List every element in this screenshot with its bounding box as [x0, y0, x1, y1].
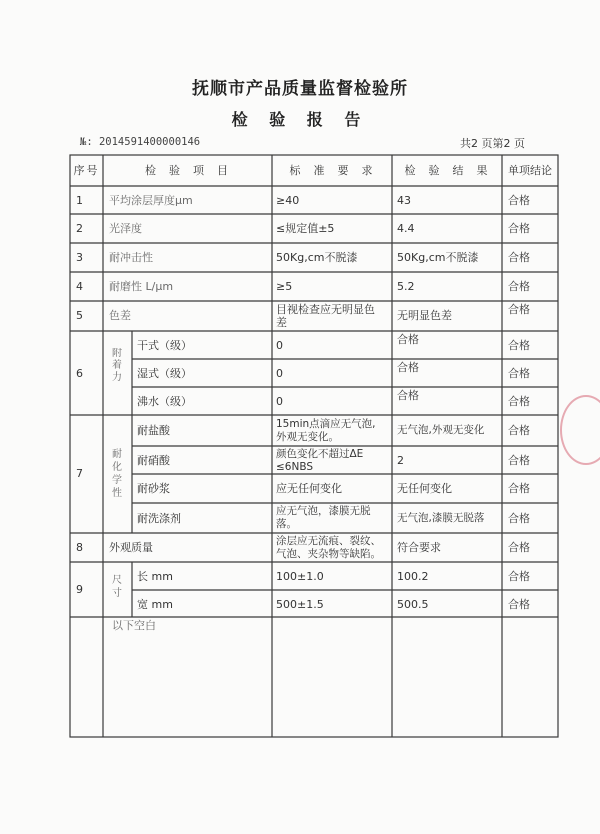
table-group-7-row-3-conclusion: 合格 [508, 482, 530, 495]
table-row-2-item: 光泽度 [109, 222, 142, 235]
table-group-6-row-2-requirement: 0 [276, 367, 283, 380]
table-row-5-conclusion: 合格 [508, 303, 530, 316]
table-row-5-item: 色差 [109, 309, 131, 322]
table-row-1-requirement: ≥40 [276, 194, 300, 207]
table-group-6-row-1-requirement: 0 [276, 339, 283, 352]
table-group-7-row-4-requirement: 应无气泡，漆膜无脱 落。 [276, 505, 371, 530]
table-group-7-row-3-item: 耐砂浆 [137, 482, 170, 495]
table-group-7-row-3-requirement: 应无任何变化 [276, 482, 342, 495]
table-row-4-seq: 4 [76, 280, 83, 293]
column-header-requirement: 标 准 要 求 [289, 164, 375, 177]
table-row-3-conclusion: 合格 [508, 251, 530, 264]
table-group-7-row-4-conclusion: 合格 [508, 512, 530, 525]
table-row-1-item: 平均涂层厚度μm [109, 194, 193, 207]
table-group-7-row-1-result: 无气泡,外观无变化 [397, 424, 485, 436]
table-group-6-row-1-conclusion: 合格 [508, 339, 530, 352]
table-group-7-row-1-item: 耐盐酸 [137, 424, 170, 437]
table-group-6-row-1-item: 干式（级） [137, 339, 192, 352]
table-row-8-conclusion: 合格 [508, 541, 530, 554]
table-group-6-row-3-result: 合格 [397, 389, 419, 402]
table-group-6-row-1-result: 合格 [397, 333, 419, 346]
column-header-seq: 序号 [73, 164, 100, 177]
table-group-6-seq: 6 [76, 367, 83, 380]
table-row-8-seq: 8 [76, 541, 83, 554]
table-row-4-result: 5.2 [397, 280, 415, 293]
table-group-9-row-2-result: 500.5 [397, 598, 429, 611]
table-group-7-row-4-item: 耐洗涤剂 [137, 512, 181, 525]
table-group-7-row-2-result: 2 [397, 454, 404, 467]
column-header-result: 检 验 结 果 [404, 164, 490, 177]
table-row-2-requirement: ≤规定值±5 [276, 222, 335, 235]
column-header-item: 检 验 项 目 [145, 164, 230, 177]
table-row-2-result: 4.4 [397, 222, 415, 235]
table-row-1-conclusion: 合格 [508, 194, 530, 207]
table-row-4-item: 耐磨性 L/μm [109, 280, 174, 293]
table-group-7-seq: 7 [76, 467, 83, 480]
table-row-2-conclusion: 合格 [508, 222, 530, 235]
table-group-7-row-2-requirement: 颜色变化不超过ΔE ≤6NBS [276, 448, 364, 473]
table-row-3-seq: 3 [76, 251, 83, 264]
table-group-7-row-1-conclusion: 合格 [508, 424, 530, 437]
table-group-9-seq: 9 [76, 583, 83, 596]
table-group-6-row-2-item: 湿式（级） [137, 367, 192, 380]
table-group-7-row-1-requirement: 15min点滴应无气泡, 外观无变化。 [276, 418, 376, 443]
table-group-7-row-3-result: 无任何变化 [397, 482, 452, 495]
table-row-5-requirement: 目视检查应无明显色 差 [276, 303, 375, 329]
report-title: 检 验 报 告 [231, 110, 369, 129]
table-row-3-item: 耐冲击性 [109, 251, 153, 264]
table-group-9-label: 尺 寸 [112, 575, 122, 599]
table-group-9-row-1-requirement: 100±1.0 [276, 570, 324, 583]
table-row-3-requirement: 50Kg,cm不脱漆 [276, 251, 358, 264]
table-group-6-row-3-requirement: 0 [276, 395, 283, 408]
table-row-8-item: 外观质量 [109, 541, 153, 554]
table-group-7-label: 耐 化 学 性 [112, 449, 122, 499]
table-row-5-seq: 5 [76, 309, 83, 322]
table-row-1-seq: 1 [76, 194, 83, 207]
table-group-9-row-2-conclusion: 合格 [508, 598, 530, 611]
table-row-5-result: 无明显色差 [397, 309, 452, 322]
table-row-3-result: 50Kg,cm不脱漆 [397, 251, 479, 264]
table-group-6-row-3-item: 沸水（级） [137, 395, 192, 408]
table-group-7-row-2-conclusion: 合格 [508, 454, 530, 467]
page-info: 共2 页第2 页 [460, 137, 525, 150]
table-group-6-row-3-conclusion: 合格 [508, 395, 530, 408]
table-group-9-row-1-result: 100.2 [397, 570, 429, 583]
column-header-conclusion: 单项结论 [508, 164, 552, 177]
table-row-8-requirement: 涂层应无流痕、裂纹、 气泡、夹杂物等缺陷。 [276, 535, 381, 560]
table-row-1-result: 43 [397, 194, 411, 207]
table-group-9-row-1-conclusion: 合格 [508, 570, 530, 583]
table-group-6-row-2-conclusion: 合格 [508, 367, 530, 380]
table-group-6-row-2-result: 合格 [397, 361, 419, 374]
table-row-4-conclusion: 合格 [508, 280, 530, 293]
table-row-8-result: 符合要求 [397, 541, 441, 554]
table-group-9-row-1-item: 长 mm [137, 570, 173, 583]
table-group-7-row-2-item: 耐硝酸 [137, 454, 170, 467]
table-row-2-seq: 2 [76, 222, 83, 235]
table-group-7-row-4-result: 无气泡,漆膜无脱落 [397, 512, 485, 524]
document-number: №: 2014591400000146 [80, 136, 201, 148]
institute-name: 抚顺市产品质量监督检验所 [192, 79, 408, 99]
table-group-9-row-2-requirement: 500±1.5 [276, 598, 324, 611]
table-group-9-row-2-item: 宽 mm [137, 598, 173, 611]
table-row-4-requirement: ≥5 [276, 280, 293, 293]
blank-below-note: 以下空白 [112, 619, 156, 632]
table-group-6-label: 附 着 力 [112, 348, 122, 383]
